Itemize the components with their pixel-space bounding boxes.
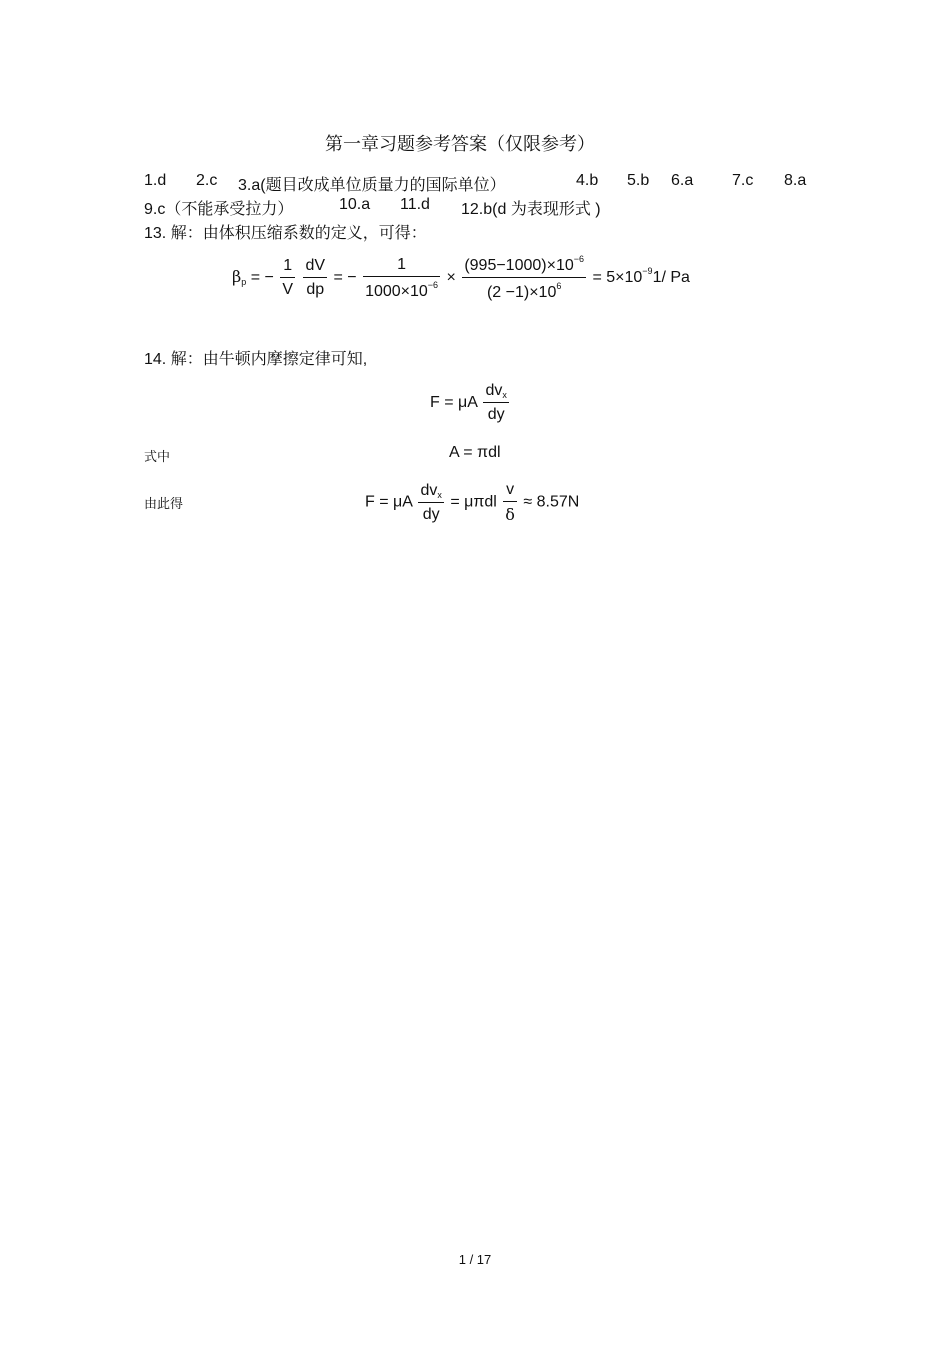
fraction-velocity-gradient — [418, 482, 443, 524]
answer-2: 2.c — [196, 172, 218, 189]
denominator-base: 1000×10 — [365, 282, 428, 300]
final-lhs: F = μA — [365, 493, 413, 511]
equals-minus-2: = − — [333, 269, 357, 287]
answer-5: 5.b — [627, 172, 650, 189]
numerator-exponent: −6 — [573, 254, 585, 264]
answer-12: 12.b(d 为表现形式 ) — [461, 201, 601, 218]
fraction-volume-change — [462, 254, 586, 302]
fraction-denominator: V — [282, 281, 293, 298]
denominator-exponent: −6 — [427, 279, 439, 290]
denominator-base: (2 −1)×10 — [486, 284, 557, 301]
numerator-text: dv — [420, 481, 438, 499]
answer-6: 6.a — [671, 172, 694, 189]
answer-3: 3.a(题目改成单位质量力的国际单位） — [238, 177, 506, 194]
fraction-numerator — [462, 254, 586, 278]
fraction-numerator: dV — [303, 257, 327, 278]
final-result: ≈ 8.57N — [523, 493, 580, 511]
fraction-numerator: 1 — [363, 256, 440, 277]
beta-symbol: β — [232, 267, 242, 287]
numerator-text: dv — [485, 382, 503, 399]
answer-1: 1.d — [144, 172, 167, 189]
fraction-denominator — [363, 277, 440, 301]
result-exponent: −9 — [642, 266, 653, 277]
answer-9: 9.c（不能承受拉力） — [144, 201, 294, 218]
q13-intro: 13. 解：由体积压缩系数的定义，可得： — [144, 225, 427, 242]
numerator-subscript: x — [502, 390, 507, 400]
q14-intro: 14. 解：由牛顿内摩擦定律可知, — [144, 351, 368, 368]
fraction-numerator — [418, 482, 443, 503]
times-sign: × — [446, 269, 456, 287]
label-hence: 由此得 — [144, 496, 184, 511]
fraction-dv-dp — [303, 257, 327, 299]
answer-8: 8.a — [784, 172, 807, 189]
force-lhs: F = μA — [430, 394, 478, 412]
fraction-velocity-gradient — [483, 382, 508, 424]
q13-equation — [232, 254, 690, 302]
fraction-numerator: 1 — [280, 257, 295, 278]
denominator-exponent: 6 — [556, 281, 562, 291]
answer-11: 11.d — [400, 196, 430, 213]
fraction-denominator: dy — [487, 406, 505, 423]
q14-friction-law — [430, 382, 511, 424]
equals-minus-1: = − — [250, 269, 274, 287]
result-unit: 1/ Pa — [652, 269, 690, 287]
fraction-numerator: v — [503, 481, 517, 502]
final-middle: = μπdl — [450, 493, 497, 511]
answer-10: 10.a — [339, 196, 371, 213]
answer-4: 4.b — [576, 172, 599, 189]
q14-final-equation — [365, 481, 579, 524]
numerator-subscript: x — [437, 489, 442, 500]
beta-subscript: p — [241, 277, 247, 288]
fraction-numerator — [483, 382, 508, 403]
fraction-denominator: δ — [505, 505, 515, 524]
fraction-reciprocal-volume — [363, 256, 440, 301]
area-equation: A = πdl — [449, 444, 501, 461]
label-where: 式中 — [144, 449, 171, 464]
fraction-denominator: dp — [306, 281, 325, 298]
fraction-v-over-delta — [503, 481, 517, 524]
page-title: 第一章习题参考答案（仅限参考） — [325, 134, 595, 155]
fraction-denominator — [462, 278, 586, 302]
result-prefix: = 5×10 — [592, 269, 643, 287]
answer-7: 7.c — [732, 172, 754, 189]
fraction-denominator: dy — [422, 505, 440, 523]
numerator-base: (995−1000)×10 — [464, 257, 574, 274]
page-number: 1 / 17 — [458, 1252, 492, 1267]
fraction-1-over-v — [280, 257, 295, 299]
